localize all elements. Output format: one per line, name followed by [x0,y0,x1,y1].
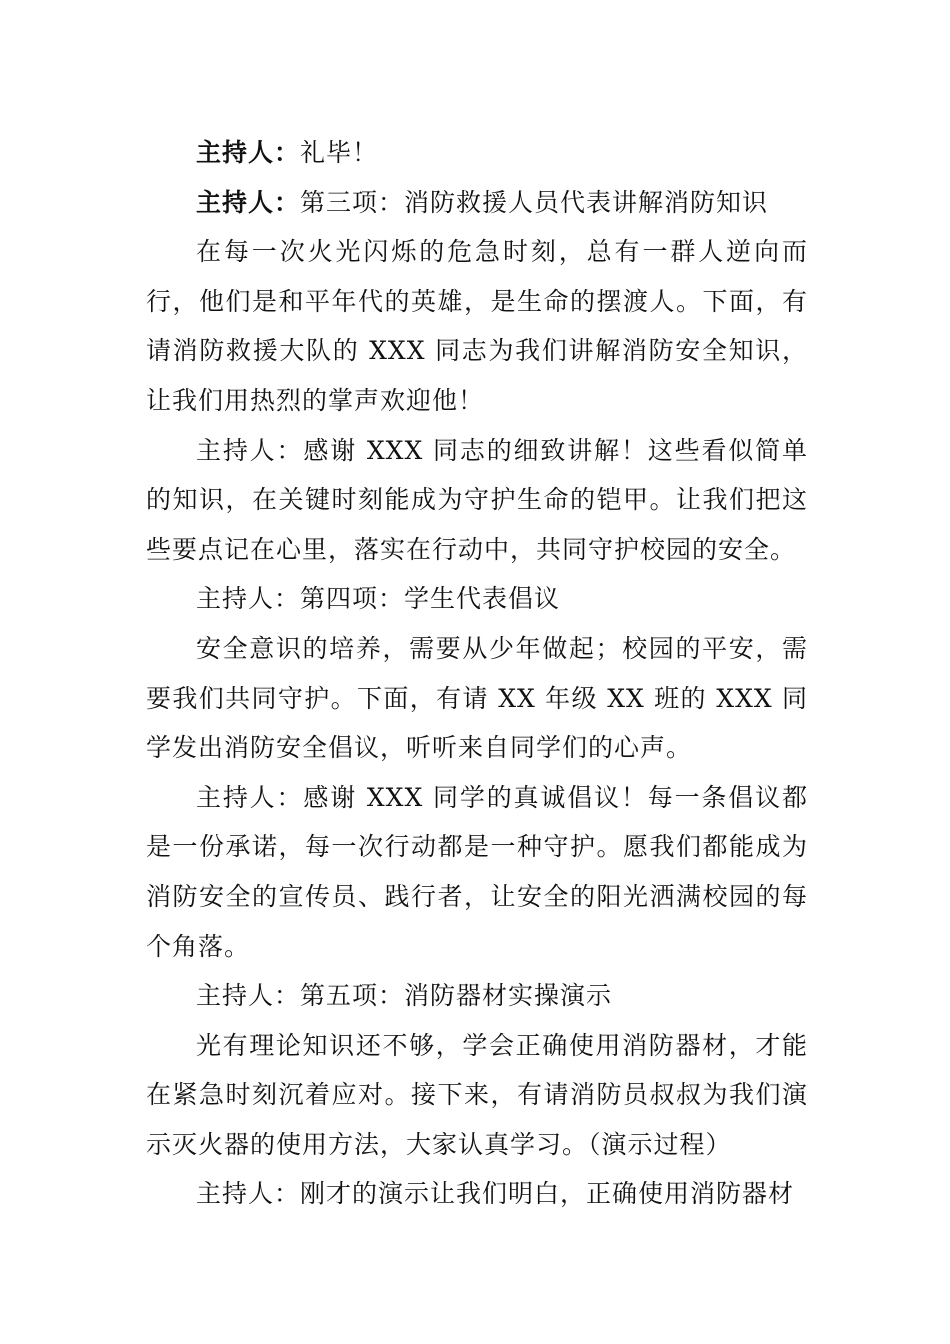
host-label: 主持人： [196,138,301,167]
paragraph-text: 主持人：感谢 XXX 同学的真诚倡议！每一条倡议都是一份承诺，每一次行动都是一种守护。愿我们都能成为消防安全的宣传员、践行者，让安全的阳光洒满校园的每个角落。 [146,782,808,961]
document-body [146,128,808,1219]
paragraph [146,773,808,971]
paragraph-text: 安全意识的培养，需要从少年做起；校园的平安，需要我们共同守护。下面，有请 XX 年级 XX 班的 XXX 同学发出消防安全倡议，听听来自同学们的心声。 [146,633,808,763]
paragraph-text: 主持人：刚才的演示让我们明白，正确使用消防器材 [196,1179,795,1209]
paragraph [146,227,808,425]
paragraph-text: 主持人：感谢 XXX 同志的细致讲解！这些看似简单的知识，在关键时刻能成为守护生命的铠甲。让我们把这些要点记在心里，落实在行动中，共同守护校园的安全。 [146,435,808,564]
paragraph [146,624,808,773]
paragraph-text: 光有理论知识还不够，学会正确使用消防器材，才能在紧急时刻沉着应对。接下来，有请消防员叔叔为我们演示灭火器的使用方法，大家认真学习。（演示过程） [146,1030,808,1159]
paragraph [146,1169,808,1219]
paragraph-text: 主持人：第五项：消防器材实操演示 [196,981,613,1011]
paragraph [146,128,808,178]
paragraph [146,971,808,1021]
paragraph-text: 第三项：消防救援人员代表讲解消防知识 [300,187,769,217]
paragraph [146,178,808,228]
paragraph [146,1021,808,1170]
paragraph [146,426,808,575]
host-label: 主持人： [196,187,301,217]
paragraph-text: 主持人：第四项：学生代表倡议 [196,584,561,614]
paragraph [146,574,808,624]
paragraph-text: 在每一次火光闪烁的危急时刻，总有一群人逆向而行，他们是和平年代的英雄，是生命的摆渡人。下面，有请消防救援大队的 XXX 同志为我们讲解消防安全知识，让我们用热烈的掌声欢迎他！ [146,237,808,415]
paragraph-text: 礼毕！ [300,138,379,167]
